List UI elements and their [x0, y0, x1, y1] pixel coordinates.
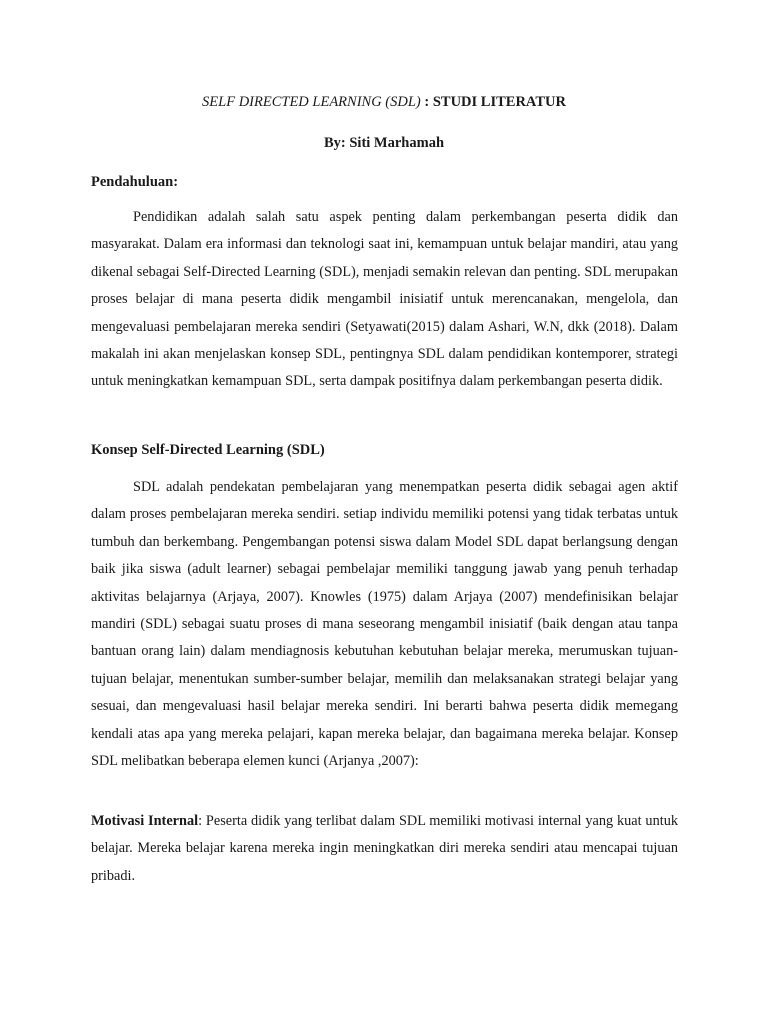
term-motivasi-internal: Motivasi Internal	[91, 813, 199, 829]
section-heading-pendahuluan: Pendahuluan:	[91, 174, 179, 190]
paragraph-pendahuluan: Pendidikan adalah salah satu aspek penting dalam perkembangan peserta didik dan masyarakat. Dalam era informasi dan teknologi saat ini, kemampuan untuk belajar mandiri, atau yang dikenal sebagai Self-Directed Learning (SDL), menjadi semakin relevan dan penting. SDL merupakan proses belajar di mana peserta didik mengambil inisiatif untuk merencanakan, mengelola, dan mengevaluasi pembelajaran mereka sendiri (Setyawati(2015) dalam Ashari, W.N, dkk (2018). Dalam makalah ini akan menjelaskan konsep SDL, pentingnya SDL dalam pendidikan kontemporer, strategi untuk meningkatkan kemampuan SDL, serta dampak positifnya dalam perkembangan peserta didik.	[91, 209, 678, 390]
title-italic-part: SELF DIRECTED LEARNING (SDL)	[202, 94, 421, 110]
paragraph-konsep-sdl: SDL adalah pendekatan pembelajaran yang menempatkan peserta didik sebagai agen aktif dalam proses pembelajaran mereka sendiri. setiap individu memiliki potensi yang tidak terbatas untuk tumbuh dan berkembang. Pengembangan potensi siswa dalam Model SDL dapat berlangsung dengan baik jika siswa (adult learner) sebagai pembelajar memiliki tanggung jawab yang penuh terhadap aktivitas belajarnya (Arjaya, 2007). Knowles (1975) dalam Arjaya (2007) mendefinisikan belajar mandiri (SDL) sebagai suatu proses di mana seseorang mengambil inisiatif (baik dengan atau tanpa bantuan orang lain) dalam mendiagnosis kebutuhan kebutuhan belajar mereka, merumuskan tujuan-tujuan belajar, menentukan sumber-sumber belajar, memilih dan melaksanakan strategi belajar yang sesuai, dan mengevaluasi hasil belajar mereka sendiri. Ini berarti bahwa peserta didik memegang kendali atas apa yang mereka pelajari, kapan mereka belajar, dan bagaimana mereka belajar. Konsep SDL melibatkan beberapa elemen kunci (Arjanya ,2007):	[91, 479, 678, 770]
motivasi-internal-text: : Peserta didik yang terlibat dalam SDL memiliki motivasi internal yang kuat untuk belajar. Mereka belajar karena mereka ingin meningkatkan diri mereka sendiri atau mencapai tujuan pribadi.	[91, 813, 678, 884]
author-byline: By: Siti Marhamah	[323, 135, 445, 151]
section-heading-konsep-sdl: Konsep Self-Directed Learning (SDL)	[91, 442, 325, 458]
title-rest-part: : STUDI LITERATUR	[420, 94, 566, 110]
document-title	[0, 92, 768, 112]
paragraph-motivasi-internal	[91, 808, 678, 890]
